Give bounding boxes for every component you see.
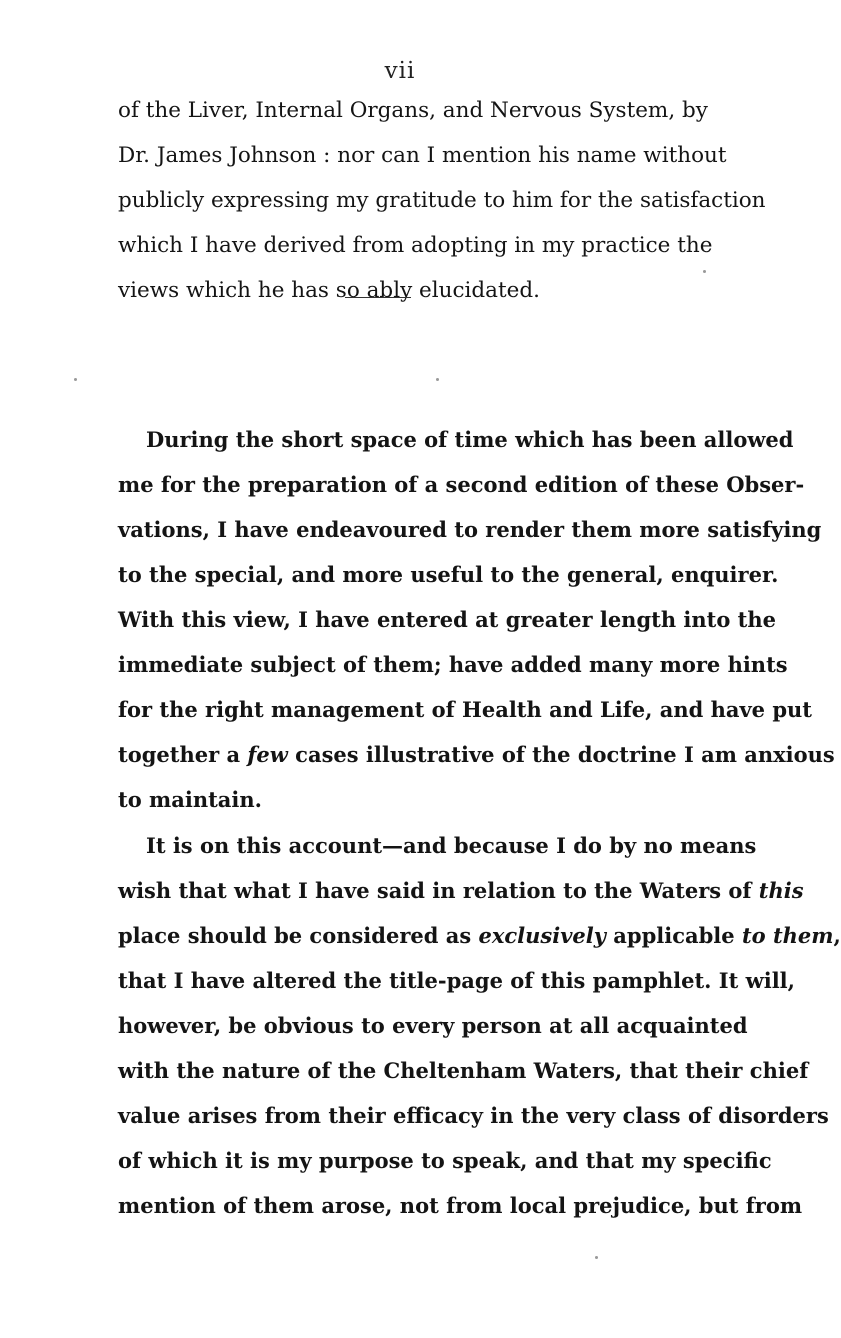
text-line: however, be obvious to every person at all acquainted xyxy=(118,1013,748,1038)
text-line: to the special, and more useful to the general, enquirer. xyxy=(118,562,779,587)
section-divider xyxy=(345,297,411,298)
text-line: views which he has so ably elucidated. xyxy=(118,278,540,303)
text-line: which I have derived from adopting in my practice the xyxy=(118,233,713,258)
text-line: to maintain. xyxy=(118,787,262,812)
text-line: with the nature of the Cheltenham Waters, that their chief xyxy=(118,1058,809,1083)
italic-word: few xyxy=(247,742,288,767)
italic-word: this xyxy=(758,878,804,903)
paper-speck xyxy=(436,378,439,381)
text-line: value arises from their efficacy in the very class of disorders xyxy=(118,1103,829,1128)
text-line: of the Liver, Internal Organs, and Nervous System, by xyxy=(118,98,708,123)
page-number: vii xyxy=(384,58,416,84)
italic-word: exclusively xyxy=(478,923,606,948)
text-line: wish that what I have said in relation to the Waters of this xyxy=(118,878,804,903)
text-line: me for the preparation of a second edition of these Obser- xyxy=(118,472,805,497)
text-line: With this view, I have entered at greater length into the xyxy=(118,607,777,632)
text-line: place should be considered as exclusively applicable to them, xyxy=(118,923,841,948)
text-line: of which it is my purpose to speak, and that my specific xyxy=(118,1148,772,1173)
paper-speck xyxy=(74,378,77,381)
text-line: vations, I have endeavoured to render them more satisfying xyxy=(118,517,822,542)
paper-speck xyxy=(595,1256,598,1259)
text-line: During the short space of time which has been allowed xyxy=(146,427,794,452)
paper-speck xyxy=(703,270,706,273)
text-line: publicly expressing my gratitude to him for the satisfaction xyxy=(118,188,766,213)
text-line: It is on this account—and because I do by no means xyxy=(146,833,757,858)
text-line: together a few cases illustrative of the doctrine I am anxious xyxy=(118,742,835,767)
text-line: for the right management of Health and Life, and have put xyxy=(118,697,812,722)
text-line: Dr. James Johnson : nor can I mention his name without xyxy=(118,143,727,168)
text-line: immediate subject of them; have added many more hints xyxy=(118,652,788,677)
text-line: that I have altered the title-page of this pamphlet. It will, xyxy=(118,968,795,993)
text-line: mention of them arose, not from local prejudice, but from xyxy=(118,1193,803,1218)
italic-word: to them xyxy=(741,923,834,948)
